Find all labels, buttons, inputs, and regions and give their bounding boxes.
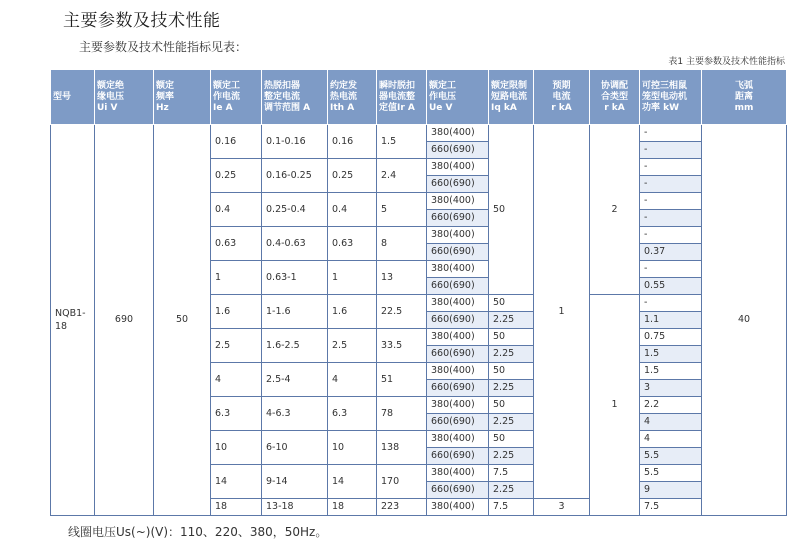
table-caption: 表1 主要参数及技术性能指标 bbox=[668, 57, 785, 67]
ie-cell: 0.16 bbox=[211, 125, 262, 159]
header-row bbox=[51, 70, 787, 125]
iq-cell: 2.25 bbox=[489, 414, 534, 431]
ith-cell: 0.25 bbox=[328, 159, 377, 193]
ir-cell: 51 bbox=[377, 363, 427, 397]
ith-cell: 0.16 bbox=[328, 125, 377, 159]
motor-power-cell: - bbox=[640, 295, 702, 312]
ith-cell: 10 bbox=[328, 431, 377, 465]
ith-cell: 0.4 bbox=[328, 193, 377, 227]
motor-power-cell: - bbox=[640, 261, 702, 278]
table-body bbox=[51, 125, 787, 516]
ue-cell: 660(690) bbox=[427, 312, 489, 329]
header-ith: 约定发 热电流 Ith A bbox=[328, 70, 377, 125]
thermal-range-cell: 2.5-4 bbox=[262, 363, 328, 397]
ie-cell: 18 bbox=[211, 499, 262, 516]
motor-power-cell: - bbox=[640, 159, 702, 176]
header-thermal-range: 热脱扣器 整定电流 调节范围 A bbox=[262, 70, 328, 125]
motor-power-cell: 5.5 bbox=[640, 448, 702, 465]
header-r: 预期 电流 r kA bbox=[534, 70, 590, 125]
iq-cell: 2.25 bbox=[489, 448, 534, 465]
motor-power-cell: 4 bbox=[640, 431, 702, 448]
thermal-range-cell: 0.1-0.16 bbox=[262, 125, 328, 159]
hz-cell: 50 bbox=[154, 125, 211, 516]
ir-cell: 5 bbox=[377, 193, 427, 227]
model-cell: NQB1-18 bbox=[51, 125, 95, 516]
motor-power-cell: 5.5 bbox=[640, 465, 702, 482]
intro-text: 主要参数及技术性能指标见表： bbox=[79, 40, 248, 54]
motor-power-cell: 1.5 bbox=[640, 363, 702, 380]
ue-cell: 380(400) bbox=[427, 363, 489, 380]
ie-cell: 2.5 bbox=[211, 329, 262, 363]
header-ui: 额定绝 缘电压 Ui V bbox=[95, 70, 154, 125]
ir-cell: 22.5 bbox=[377, 295, 427, 329]
ie-cell: 0.25 bbox=[211, 159, 262, 193]
thermal-range-cell: 0.4-0.63 bbox=[262, 227, 328, 261]
motor-power-cell: - bbox=[640, 193, 702, 210]
motor-power-cell: 3 bbox=[640, 380, 702, 397]
ith-cell: 6.3 bbox=[328, 397, 377, 431]
thermal-range-cell: 0.25-0.4 bbox=[262, 193, 328, 227]
header-model: 型号 bbox=[51, 70, 95, 125]
ith-cell: 1.6 bbox=[328, 295, 377, 329]
motor-power-cell: - bbox=[640, 142, 702, 159]
iq-cell: 50 bbox=[489, 397, 534, 414]
ue-cell: 380(400) bbox=[427, 261, 489, 278]
ie-cell: 1.6 bbox=[211, 295, 262, 329]
ie-cell: 10 bbox=[211, 431, 262, 465]
ue-cell: 380(400) bbox=[427, 159, 489, 176]
motor-power-cell: - bbox=[640, 210, 702, 227]
motor-power-cell: 4 bbox=[640, 414, 702, 431]
motor-power-cell: 1.1 bbox=[640, 312, 702, 329]
ie-cell: 0.4 bbox=[211, 193, 262, 227]
ue-cell: 660(690) bbox=[427, 244, 489, 261]
ir-cell: 223 bbox=[377, 499, 427, 516]
ue-cell: 660(690) bbox=[427, 346, 489, 363]
thermal-range-cell: 4-6.3 bbox=[262, 397, 328, 431]
thermal-range-cell: 1.6-2.5 bbox=[262, 329, 328, 363]
header-ie: 额定工 作电流 Ie A bbox=[211, 70, 262, 125]
thermal-range-cell: 0.16-0.25 bbox=[262, 159, 328, 193]
ue-cell: 660(690) bbox=[427, 176, 489, 193]
ir-cell: 1.5 bbox=[377, 125, 427, 159]
header-hz: 额定 频率 Hz bbox=[154, 70, 211, 125]
ith-cell: 18 bbox=[328, 499, 377, 516]
ir-cell: 13 bbox=[377, 261, 427, 295]
header-ir: 瞬时脱扣 器电流整 定值Ir A bbox=[377, 70, 427, 125]
iq-cell: 2.25 bbox=[489, 312, 534, 329]
header-arc-distance: 飞弧 距离 mm bbox=[702, 70, 787, 125]
ie-cell: 4 bbox=[211, 363, 262, 397]
ith-cell: 4 bbox=[328, 363, 377, 397]
page-title: 主要参数及技术性能 bbox=[63, 11, 221, 31]
iq-cell: 7.5 bbox=[489, 499, 534, 516]
iq-cell: 50 bbox=[489, 295, 534, 312]
thermal-range-cell: 13-18 bbox=[262, 499, 328, 516]
ith-cell: 14 bbox=[328, 465, 377, 499]
ie-cell: 1 bbox=[211, 261, 262, 295]
ir-cell: 78 bbox=[377, 397, 427, 431]
ue-cell: 660(690) bbox=[427, 142, 489, 159]
iq-cell: 50 bbox=[489, 329, 534, 346]
motor-power-cell: - bbox=[640, 227, 702, 244]
motor-power-cell: 7.5 bbox=[640, 499, 702, 516]
thermal-range-cell: 6-10 bbox=[262, 431, 328, 465]
r-cell: 1 bbox=[534, 125, 590, 499]
motor-power-cell: 9 bbox=[640, 482, 702, 499]
iq-cell: 2.25 bbox=[489, 482, 534, 499]
iq-cell: 50 bbox=[489, 363, 534, 380]
r-cell: 3 bbox=[534, 499, 590, 516]
ue-cell: 660(690) bbox=[427, 482, 489, 499]
ue-cell: 380(400) bbox=[427, 295, 489, 312]
header-motor-power: 可控三相鼠 笼型电动机 功率 kW bbox=[640, 70, 702, 125]
header-coordination: 协调配 合类型 r kA bbox=[590, 70, 640, 125]
parameters-table bbox=[50, 69, 787, 516]
table-row bbox=[51, 125, 787, 142]
motor-power-cell: 1.5 bbox=[640, 346, 702, 363]
ith-cell: 2.5 bbox=[328, 329, 377, 363]
ue-cell: 660(690) bbox=[427, 210, 489, 227]
ue-cell: 660(690) bbox=[427, 380, 489, 397]
ir-cell: 170 bbox=[377, 465, 427, 499]
ui-cell: 690 bbox=[95, 125, 154, 516]
ue-cell: 660(690) bbox=[427, 448, 489, 465]
ue-cell: 380(400) bbox=[427, 125, 489, 142]
motor-power-cell: 2.2 bbox=[640, 397, 702, 414]
ue-cell: 380(400) bbox=[427, 499, 489, 516]
thermal-range-cell: 0.63-1 bbox=[262, 261, 328, 295]
coordination-cell: 2 bbox=[590, 125, 640, 295]
iq-cell: 50 bbox=[489, 125, 534, 295]
ue-cell: 380(400) bbox=[427, 431, 489, 448]
motor-power-cell: 0.75 bbox=[640, 329, 702, 346]
ir-cell: 33.5 bbox=[377, 329, 427, 363]
motor-power-cell: - bbox=[640, 125, 702, 142]
ir-cell: 138 bbox=[377, 431, 427, 465]
coordination-cell: 1 bbox=[590, 295, 640, 516]
ue-cell: 380(400) bbox=[427, 397, 489, 414]
ue-cell: 380(400) bbox=[427, 227, 489, 244]
iq-cell: 2.25 bbox=[489, 346, 534, 363]
ue-cell: 380(400) bbox=[427, 329, 489, 346]
ue-cell: 660(690) bbox=[427, 278, 489, 295]
ith-cell: 0.63 bbox=[328, 227, 377, 261]
ith-cell: 1 bbox=[328, 261, 377, 295]
header-ue: 额定工 作电压 Ue V bbox=[427, 70, 489, 125]
iq-cell: 7.5 bbox=[489, 465, 534, 482]
ue-cell: 660(690) bbox=[427, 414, 489, 431]
motor-power-cell: 0.37 bbox=[640, 244, 702, 261]
thermal-range-cell: 1-1.6 bbox=[262, 295, 328, 329]
ie-cell: 0.63 bbox=[211, 227, 262, 261]
coil-voltage-note: 线圈电压Us(~)(V)：110、220、380，50Hz。 bbox=[68, 525, 328, 539]
ue-cell: 380(400) bbox=[427, 465, 489, 482]
iq-cell: 2.25 bbox=[489, 380, 534, 397]
header-iq: 额定限制 短路电流 Iq kA bbox=[489, 70, 534, 125]
ir-cell: 8 bbox=[377, 227, 427, 261]
ue-cell: 380(400) bbox=[427, 193, 489, 210]
ir-cell: 2.4 bbox=[377, 159, 427, 193]
thermal-range-cell: 9-14 bbox=[262, 465, 328, 499]
iq-cell: 50 bbox=[489, 431, 534, 448]
ie-cell: 6.3 bbox=[211, 397, 262, 431]
motor-power-cell: - bbox=[640, 176, 702, 193]
motor-power-cell: 0.55 bbox=[640, 278, 702, 295]
arc-distance-cell: 40 bbox=[702, 125, 787, 516]
ie-cell: 14 bbox=[211, 465, 262, 499]
